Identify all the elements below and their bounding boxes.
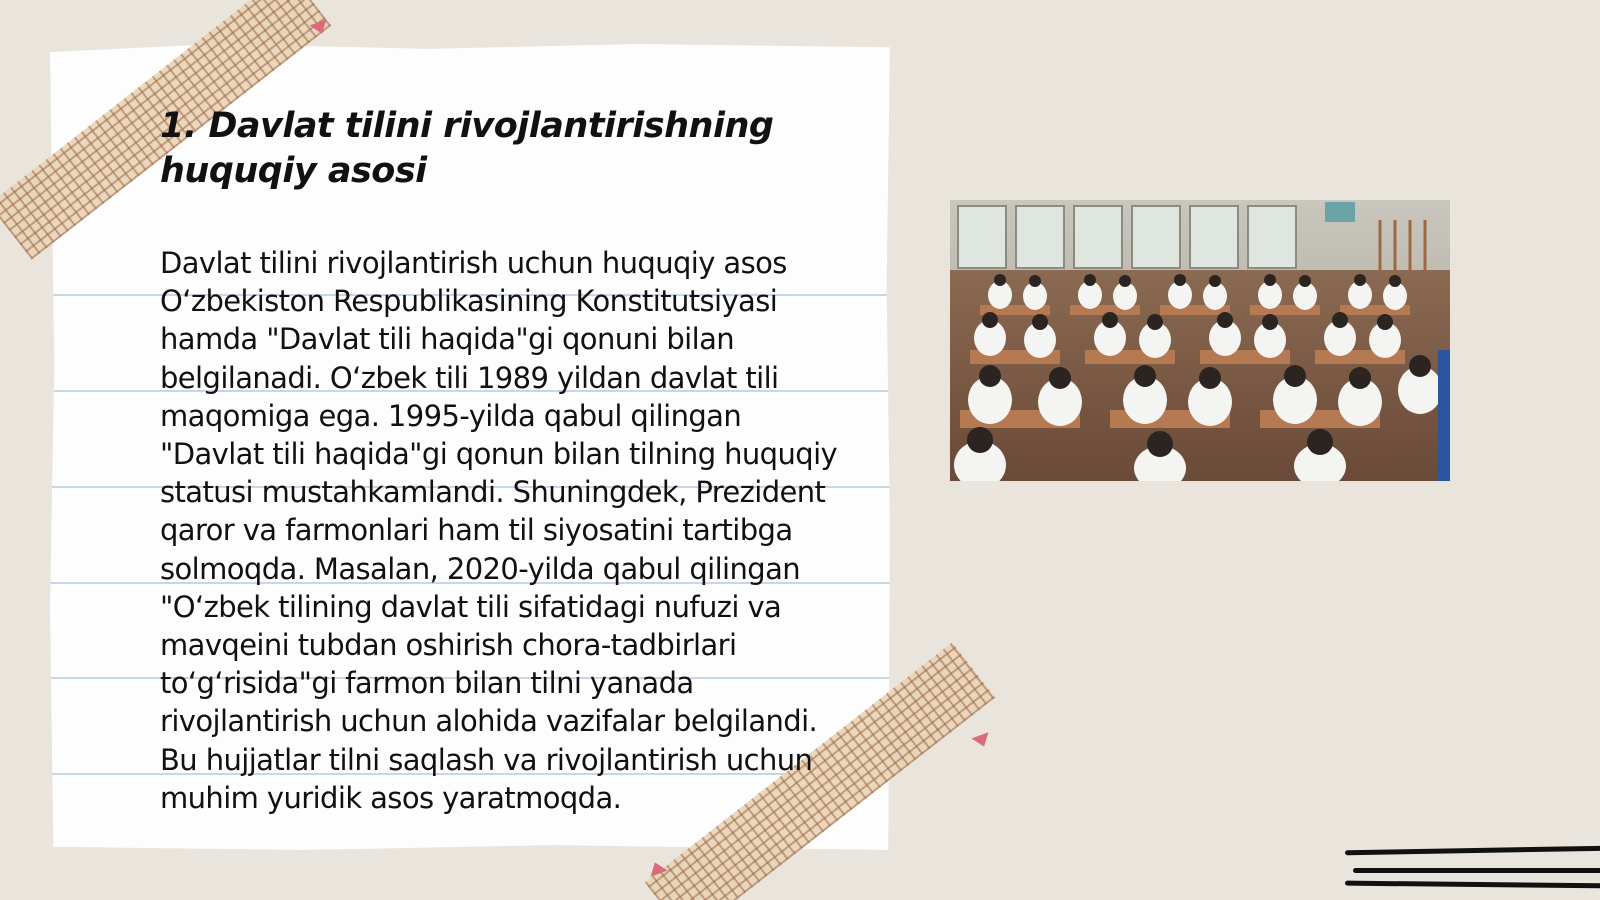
text-block [160,104,850,817]
brush-stroke [1345,881,1600,889]
classroom-exam-photo [950,200,1450,481]
slide-title: 1. Davlat tilini rivojlantirishning huquqiy asosi [160,106,774,191]
brush-stroke [1345,846,1600,856]
classroom-exam-photo-illustration [950,200,1450,481]
tape-corner-decoration [971,732,992,749]
slide-body-text: Davlat tilini rivojlantirish uchun huquqiy asos O‘zbekiston Respublikasining Konstitutsiyasi hamda "Davlat tili haqida"gi qonuni bilan belgilanadi. O‘zbek tili 1989 yildan davlat tili maqomiga ega. 1995-yilda qabul qilingan "Davlat tili haqida"gi qonun bilan tilning huquqiy statusi mustahkamlandi. Shuningdek, Prezident qaror va farmonlari ham til siyosatini tartibga solmoqda. Masalan, 2020-yilda qabul qilingan "O‘zbek tilining davlat tili sifatidagi nufuzi va mavqeini tubdan oshirish chora-tadbirlari to‘g‘risida"gi farmon bilan tilni yanada rivojlantirish uchun alohida vazifalar belgilandi. Bu hujjatlar tilni saqlash va rivojlantirish uchun muhim yuridik asos yaratmoqda. [160,246,838,815]
brush-stroke [1353,868,1600,873]
